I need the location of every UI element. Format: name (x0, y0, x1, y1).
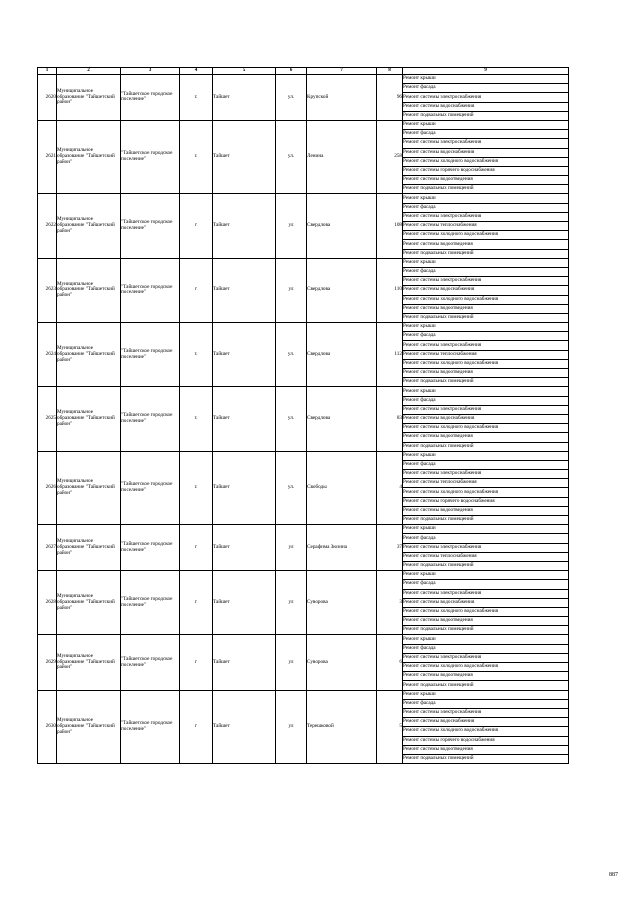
street-name: Суворова (307, 635, 377, 690)
street-name: Свердлова (307, 194, 377, 258)
settlement: "Тайшетское городское поселение" (121, 525, 180, 571)
repair-work-item: Ремонт системы теплоснабжения (403, 222, 569, 231)
repair-work-item: Ремонт системы горячего водоснабжения (403, 736, 569, 745)
municipal-formation: Муниципальное образование "Тайшетский район" (57, 323, 121, 387)
repair-work-item: Ремонт подвальных помещений (403, 378, 569, 387)
table-row (38, 451, 569, 460)
repair-work-item: Ремонт крыши (403, 571, 569, 580)
municipal-formation: Муниципальное образование "Тайшетский район" (57, 120, 121, 194)
repair-work-item: Ремонт фасада (403, 534, 569, 543)
settlement: "Тайшетское городское поселение" (121, 194, 180, 258)
municipal-formation: Муниципальное образование "Тайшетский район" (57, 690, 121, 764)
repair-work-item: Ремонт системы холодного водоснабжения (403, 359, 569, 368)
repair-work-item: Ремонт системы электроснабжения (403, 139, 569, 148)
locality-name: Тайшет (213, 690, 276, 764)
repair-work-item: Ремонт системы электроснабжения (403, 708, 569, 717)
locality-name: Тайшет (213, 120, 276, 194)
house-number: 96 (377, 75, 403, 121)
locality-type: г. (180, 323, 213, 387)
table-row (38, 690, 569, 699)
street-name: Серафима Зюзина (307, 525, 377, 571)
repair-work-item: Ремонт системы электроснабжения (403, 543, 569, 552)
table-row (38, 387, 569, 396)
locality-type: г (180, 690, 213, 764)
municipal-formation: Муниципальное образование "Тайшетский район" (57, 194, 121, 258)
col-header-6: 6 (276, 68, 307, 75)
house-number: 37 (377, 525, 403, 571)
record-number: 2628 (38, 571, 57, 635)
repair-work-item: Ремонт системы водоотведения (403, 176, 569, 185)
repair-work-item: Ремонт крыши (403, 387, 569, 396)
record-number: 2625 (38, 387, 57, 451)
house-number: 83 (377, 387, 403, 451)
record-number: 2622 (38, 194, 57, 258)
locality-name: Тайшет (213, 75, 276, 121)
street-type: ул (276, 258, 307, 322)
street-type: ул. (276, 75, 307, 121)
house-number: 3 (377, 571, 403, 635)
locality-name: Тайшет (213, 635, 276, 690)
repair-work-item: Ремонт системы водоснабжения (403, 598, 569, 607)
repair-work-item: Ремонт системы водоснабжения (403, 286, 569, 295)
record-number: 2629 (38, 635, 57, 690)
repair-work-item: Ремонт системы водоотведения (403, 304, 569, 313)
repair-work-item: Ремонт подвальных помещений (403, 249, 569, 258)
street-type: ул. (276, 387, 307, 451)
locality-type: г (180, 635, 213, 690)
col-header-7: 7 (307, 68, 377, 75)
repair-work-item: Ремонт системы холодного водоснабжения (403, 157, 569, 166)
settlement: "Тайшетское городское поселение" (121, 323, 180, 387)
repair-work-item: Ремонт системы холодного водоснабжения (403, 424, 569, 433)
street-name: Суворова (307, 571, 377, 635)
repair-work-item: Ремонт системы электроснабжения (403, 653, 569, 662)
repair-work-item: Ремонт системы холодного водоснабжения (403, 295, 569, 304)
repair-work-item: Ремонт системы электроснабжения (403, 341, 569, 350)
locality-type: г (180, 194, 213, 258)
repair-work-item: Ремонт системы водоснабжения (403, 148, 569, 157)
repair-work-item: Ремонт системы водоотведения (403, 506, 569, 515)
repair-work-item: Ремонт системы теплоснабжения (403, 479, 569, 488)
table-row (38, 258, 569, 267)
repair-work-item: Ремонт системы водоотведения (403, 433, 569, 442)
municipal-formation: Муниципальное образование "Тайшетский район" (57, 75, 121, 121)
repair-work-item: Ремонт системы электроснабжения (403, 589, 569, 598)
locality-type: г (180, 525, 213, 571)
settlement: "Тайшетское городское поселение" (121, 75, 180, 121)
locality-name: Тайшет (213, 323, 276, 387)
repair-work-item: Ремонт подвальных помещений (403, 754, 569, 763)
col-header-5: 5 (213, 68, 276, 75)
street-type: ул. (276, 451, 307, 525)
municipal-formation: Муниципальное образование "Тайшетский район" (57, 635, 121, 690)
repair-work-item: Ремонт системы холодного водоснабжения (403, 663, 569, 672)
house-number: 6 (377, 635, 403, 690)
repair-work-item: Ремонт системы горячего водоснабжения (403, 497, 569, 506)
settlement: "Тайшетское городское поселение" (121, 387, 180, 451)
municipal-formation: Муниципальное образование "Тайшетский район" (57, 258, 121, 322)
repair-work-item: Ремонт системы электроснабжения (403, 277, 569, 286)
table-row (38, 194, 569, 203)
settlement: "Тайшетское городское поселение" (121, 451, 180, 525)
record-number: 2621 (38, 120, 57, 194)
locality-type: г. (180, 75, 213, 121)
street-name: Свердлова (307, 323, 377, 387)
repair-work-item: Ремонт фасада (403, 267, 569, 276)
locality-name: Тайшет (213, 387, 276, 451)
locality-type: г (180, 571, 213, 635)
locality-type: г. (180, 387, 213, 451)
repair-work-item: Ремонт системы водоотведения (403, 240, 569, 249)
house-number: 112 (377, 323, 403, 387)
table-row (38, 525, 569, 534)
repair-work-item: Ремонт системы водоснабжения (403, 718, 569, 727)
repair-work-item: Ремонт фасада (403, 332, 569, 341)
street-type: ул (276, 690, 307, 764)
repair-work-item: Ремонт системы водоснабжения (403, 414, 569, 423)
table-row (38, 571, 569, 580)
table-body (38, 75, 569, 764)
repair-work-item: Ремонт системы холодного водоснабжения (403, 231, 569, 240)
settlement: "Тайшетское городское поселение" (121, 258, 180, 322)
repair-work-item: Ремонт системы водоотведения (403, 369, 569, 378)
col-header-2: 2 (57, 68, 121, 75)
repair-work-item: Ремонт подвальных помещений (403, 313, 569, 322)
locality-name: Тайшет (213, 451, 276, 525)
table-row (38, 120, 569, 129)
table-row (38, 323, 569, 332)
repair-work-item: Ремонт системы водоотведения (403, 672, 569, 681)
repair-work-item: Ремонт системы холодного водоснабжения (403, 488, 569, 497)
street-name: Свердлова (307, 387, 377, 451)
header-row (38, 68, 569, 75)
house-number: 110 (377, 258, 403, 322)
municipal-formation: Муниципальное образование "Тайшетский район" (57, 451, 121, 525)
repair-work-item: Ремонт системы водоснабжения (403, 102, 569, 111)
repair-work-item: Ремонт фасада (403, 460, 569, 469)
repair-work-item: Ремонт крыши (403, 635, 569, 644)
repair-work-item: Ремонт подвальных помещений (403, 626, 569, 635)
locality-name: Тайшет (213, 194, 276, 258)
municipal-formation: Муниципальное образование "Тайшетский район" (57, 571, 121, 635)
repair-work-item: Ремонт системы электроснабжения (403, 470, 569, 479)
repair-work-item: Ремонт фасада (403, 699, 569, 708)
locality-name: Тайшет (213, 525, 276, 571)
settlement: "Тайшетское городское поселение" (121, 571, 180, 635)
street-type: ул (276, 525, 307, 571)
record-number: 2626 (38, 451, 57, 525)
repair-work-item: Ремонт крыши (403, 323, 569, 332)
repair-work-item: Ремонт системы горячего водоснабжения (403, 166, 569, 175)
repair-work-item: Ремонт фасада (403, 644, 569, 653)
repair-work-item: Ремонт системы теплоснабжения (403, 350, 569, 359)
table-row (38, 635, 569, 644)
street-type: ул. (276, 323, 307, 387)
table-row (38, 75, 569, 84)
settlement: "Тайшетское городское поселение" (121, 690, 180, 764)
repair-work-item: Ремонт фасада (403, 203, 569, 212)
repair-work-item: Ремонт фасада (403, 84, 569, 93)
street-type: ул. (276, 120, 307, 194)
repair-work-item: Ремонт подвальных помещений (403, 442, 569, 451)
repair-work-item: Ремонт подвальных помещений (403, 185, 569, 194)
locality-name: Тайшет (213, 258, 276, 322)
house-number: 5 (377, 690, 403, 764)
repair-work-item: Ремонт крыши (403, 258, 569, 267)
repair-work-item: Ремонт системы холодного водоснабжения (403, 607, 569, 616)
record-number: 2630 (38, 690, 57, 764)
municipal-formation: Муниципальное образование "Тайшетский район" (57, 387, 121, 451)
col-header-3: 3 (121, 68, 180, 75)
col-header-9: 9 (403, 68, 569, 75)
repair-work-item: Ремонт фасада (403, 130, 569, 139)
col-header-1: 1 (38, 68, 57, 75)
record-number: 2624 (38, 323, 57, 387)
repair-work-item: Ремонт фасада (403, 580, 569, 589)
house-number: 108 (377, 194, 403, 258)
repair-work-item: Ремонт системы электроснабжения (403, 93, 569, 102)
street-name: Свободы (307, 451, 377, 525)
record-number: 2627 (38, 525, 57, 571)
repair-work-item: Ремонт подвальных помещений (403, 516, 569, 525)
repair-work-item: Ремонт крыши (403, 451, 569, 460)
col-header-4: 4 (180, 68, 213, 75)
repair-work-item: Ремонт системы водоотведения (403, 617, 569, 626)
record-number: 2620 (38, 75, 57, 121)
register-table (37, 67, 569, 764)
settlement: "Тайшетское городское поселение" (121, 635, 180, 690)
repair-work-item: Ремонт системы электроснабжения (403, 212, 569, 221)
repair-work-item: Ремонт крыши (403, 120, 569, 129)
repair-work-item: Ремонт крыши (403, 194, 569, 203)
locality-type: г. (180, 120, 213, 194)
repair-work-item: Ремонт системы холодного водоснабжения (403, 727, 569, 736)
street-name: Ленина (307, 120, 377, 194)
locality-name: Тайшет (213, 571, 276, 635)
street-name: Терешковой (307, 690, 377, 764)
repair-work-item: Ремонт системы электроснабжения (403, 405, 569, 414)
house-number: 4 (377, 451, 403, 525)
street-name: Свердлова (307, 258, 377, 322)
repair-work-item: Ремонт фасада (403, 396, 569, 405)
street-type: ул (276, 571, 307, 635)
repair-work-item: Ремонт подвальных помещений (403, 681, 569, 690)
locality-type: г. (180, 451, 213, 525)
record-number: 2623 (38, 258, 57, 322)
page-number: 887 (609, 872, 618, 878)
repair-work-item: Ремонт системы водоотведения (403, 745, 569, 754)
street-type: ул (276, 635, 307, 690)
repair-work-item: Ремонт крыши (403, 75, 569, 84)
house-number: 258 (377, 120, 403, 194)
settlement: "Тайшетское городское поселение" (121, 120, 180, 194)
municipal-formation: Муниципальное образование "Тайшетский район" (57, 525, 121, 571)
repair-work-item: Ремонт крыши (403, 525, 569, 534)
repair-work-item: Ремонт системы теплоснабжения (403, 552, 569, 561)
col-header-8: 8 (377, 68, 403, 75)
repair-work-item: Ремонт крыши (403, 690, 569, 699)
street-type: ул (276, 194, 307, 258)
repair-work-item: Ремонт подвальных помещений (403, 111, 569, 120)
locality-type: г (180, 258, 213, 322)
repair-work-item: Ремонт подвальных помещений (403, 561, 569, 570)
street-name: Крупской (307, 75, 377, 121)
